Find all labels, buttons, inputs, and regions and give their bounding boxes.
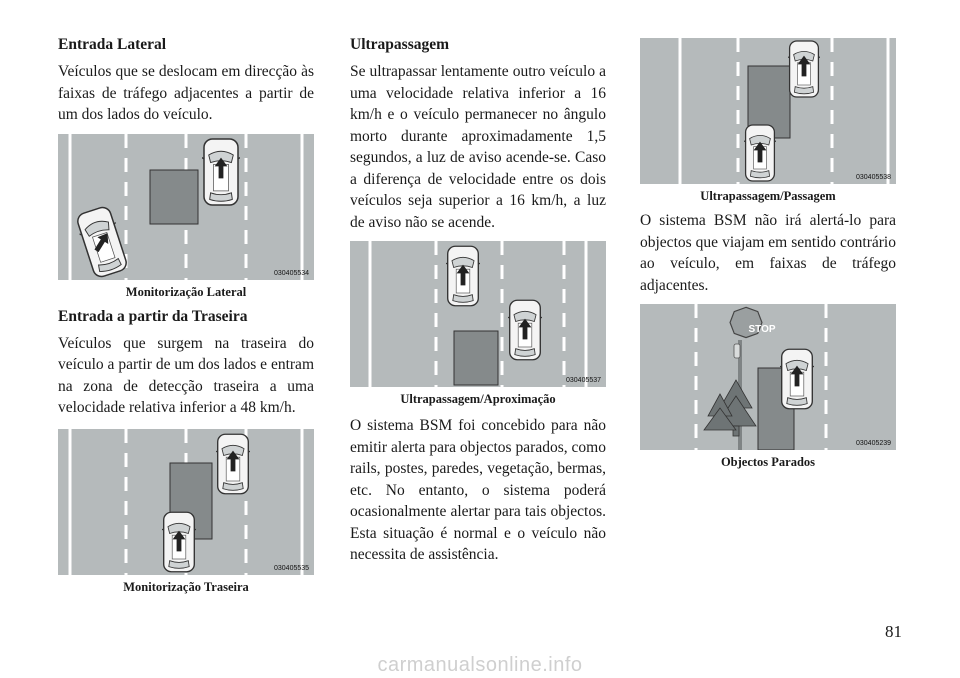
body-traseira: Veículos que surgem na traseira do veículo a partir de um dos lados e entram na zona de detecção traseira a uma velocidade relativa inferior a 48 km/h. [58,334,314,416]
figure-code-parados: 030405239 [856,440,892,447]
figure-lateral [58,134,314,300]
body-sentido-contrario: O sistema BSM não irá alertá-lo para objectos que viajam em sentido contrário ao veículo, em faixas de tráfego adjacentes. [640,212,896,294]
caption-passagem: Ultrapassagem/Passagem [700,189,836,203]
caption-aproximacao: Ultrapassagem/Aproximação [400,392,556,406]
lateral-illustration [58,134,314,280]
figure-code-aproximacao: 030405537 [566,377,602,384]
section-title-ultrapassagem: Ultrapassagem [350,36,450,53]
traseira-illustration [58,429,314,575]
caption-lateral: Monitorização Lateral [125,284,247,299]
caption-traseira: Monitorização Traseira [123,579,249,594]
body-objectos-parados: O sistema BSM foi concebido para não emitir alerta para objectos parados, como rails, postes, paredes, vegetação, bermas, etc. No entanto, o sistema poderá ocasionalmente alertar para tais objectos. Esta situação é normal e o veículo não necessita de assistência. [350,417,606,563]
section-title-traseira: Entrada a partir da Traseira [58,307,248,325]
figure-code-passagem: 030405538 [856,174,892,181]
figure-code-traseira: 030405535 [274,564,310,572]
section-title-lateral: Entrada Lateral [58,36,167,53]
caption-parados: Objectos Parados [720,455,816,469]
stop-sign-label: STOP [748,324,776,335]
body-ultrapassagem: Se ultrapassar lentamente outro veículo a uma velocidade relativa inferior a 16 km/h e o veículo permanecer no ângulo morto durante aproximadamente 1,5 segundos, a luz de aviso acende-se. Caso a diferença de velocidade entre os dois veículos seja superior a 16 km/h, a luz de aviso não se acende. [350,63,606,231]
body-lateral: Veículos que se deslocam em direcção às faixas de tráfego adjacentes a partir de um dos lados do veículo. [58,63,314,123]
figure-passagem [640,38,896,204]
figure-code-lateral: 030405534 [274,269,310,277]
figure-traseira [58,429,314,595]
passagem-illustration [640,38,896,184]
page-number: 81 [885,622,902,641]
aproximacao-illustration [350,241,606,387]
parados-illustration [640,304,896,450]
figure-aproximacao [350,241,606,407]
watermark: carmanualsonline.info [377,654,583,676]
figure-parados [640,304,896,470]
